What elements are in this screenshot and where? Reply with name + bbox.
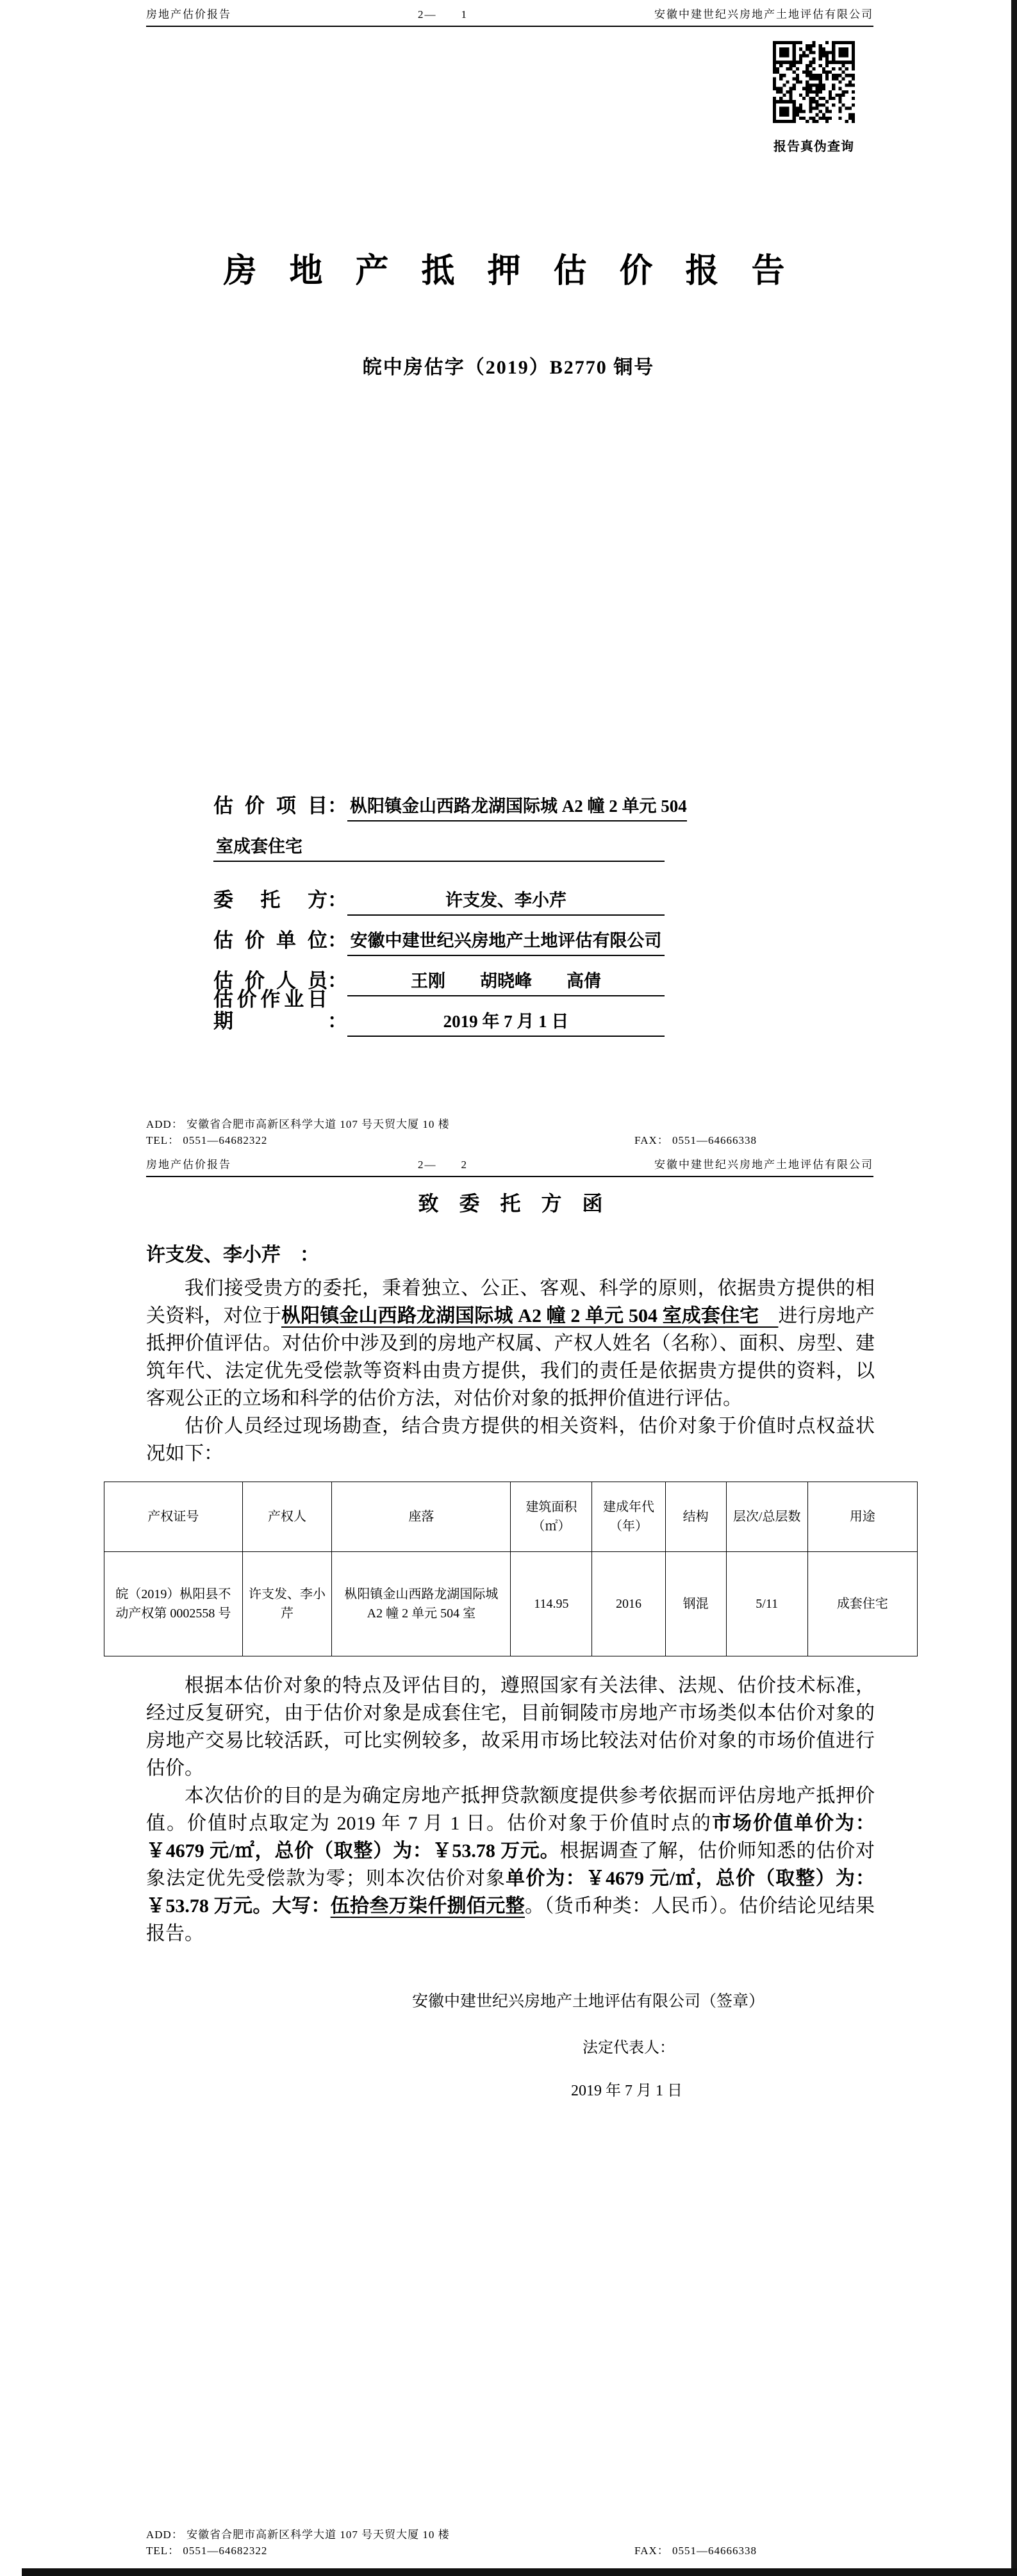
qr-code-icon	[773, 41, 855, 123]
table-header-row	[104, 1482, 918, 1552]
header-doc-title: 房地产估价报告	[146, 1159, 231, 1171]
footer-telfax	[146, 1132, 873, 1148]
cell-floor-area: 114.95	[511, 1552, 592, 1656]
field-client-value: 许支发、李小芹	[347, 891, 665, 916]
footer-fax: FAX： 0551—64666338	[634, 1134, 757, 1146]
field-colon: ：	[327, 888, 347, 911]
market-unit-price: 市场价值单价为：￥4679 元/㎡，总价（取整）为：￥53.78 万元。	[146, 1813, 875, 1862]
field-work-date-label: 估价作业日期	[213, 987, 327, 1032]
cell-location: 枞阳镇金山西路龙湖国际城 A2 幢 2 单元 504 室	[332, 1552, 511, 1656]
cell-certificate-no: 皖（2019）枞阳县不动产权第 0002558 号	[104, 1552, 243, 1656]
table-row	[104, 1552, 918, 1656]
col-location: 座落	[332, 1482, 511, 1552]
header-company-name: 安徽中建世纪兴房地产土地评估有限公司	[654, 8, 873, 21]
amount-in-words: 伍拾叁万柒仟捌佰元整	[330, 1895, 525, 1917]
cell-structure: 钢混	[665, 1552, 726, 1656]
para4-text-a: 本次估价的目的是为确定房地产抵押贷款额度提供参考依据而评估房地产抵押价值。价值时点取定为 2019 年 7 月 1 日。估价对象于价值时点的	[146, 1785, 875, 1834]
field-client	[213, 886, 665, 916]
field-client-label: 委 托 方	[213, 888, 327, 911]
document-number: 皖中房估字（2019）B2770 铜号	[362, 357, 655, 378]
col-owner: 产权人	[242, 1482, 332, 1552]
letter-title: 致 委 托 方 函	[418, 1192, 603, 1215]
footer-tel: TEL： 0551—64682322	[146, 1134, 268, 1146]
col-certificate-no: 产权证号	[104, 1482, 243, 1552]
signature-legal-rep: 法定代表人：	[583, 2040, 675, 2056]
cell-owner: 许支发、李小芹	[242, 1552, 332, 1656]
cell-year-built: 2016	[592, 1552, 665, 1656]
property-rights-table	[104, 1482, 918, 1656]
cover-fields	[213, 792, 687, 1048]
cell-use: 成套住宅	[807, 1552, 917, 1656]
field-project-continuation	[213, 832, 665, 862]
col-floor-level: 层次/总层数	[726, 1482, 807, 1552]
cell-floor-level: 5/11	[726, 1552, 807, 1656]
field-staff-value: 王刚 胡晓峰 高倩	[347, 971, 665, 996]
header-company-name: 安徽中建世纪兴房地产土地评估有限公司	[654, 1159, 873, 1171]
report-page-1	[0, 0, 1017, 1150]
header-doc-title: 房地产估价报告	[146, 8, 231, 21]
subject-property-name: 枞阳镇金山西路龙湖国际城 A2 幢 2 单元 504 室成套住宅	[281, 1305, 779, 1326]
footer-fax: FAX： 0551—64666338	[634, 2545, 757, 2557]
header-page-number: 2— 2	[418, 1159, 468, 1171]
signature-company: 安徽中建世纪兴房地产土地评估有限公司（签章）	[411, 1993, 765, 2010]
scan-edge-right	[1011, 0, 1017, 2576]
field-staff-label: 估 价 人 员	[213, 969, 327, 992]
para1-text-b: 进行房地产抵押价值评估。对估价中涉及到的房地产权属、产权人姓名（名称）、面积、房型、建筑年代、法定优先受偿款等资料由贵方提供，我们的责任是依据贵方提供的资料，以客观公正的立场和科学的估价方法，对估价对象的抵押价值进行评估。	[146, 1305, 875, 1409]
field-agency-label: 估 价 单 位	[213, 929, 327, 952]
scan-edge-bottom	[22, 2568, 1017, 2576]
para1-text-a: 我们接受贵方的委托，秉着独立、公正、客观、科学的原则，依据贵方提供的相关资料，对位于	[146, 1278, 875, 1326]
appraised-price: 单价为：￥4679 元/㎡，总价（取整）为：￥53.78 万元。大写：	[146, 1868, 875, 1917]
signature-date: 2019 年 7 月 1 日	[571, 2083, 682, 2099]
field-colon: ：	[327, 794, 347, 817]
col-year-built: 建成年代（年）	[592, 1482, 665, 1552]
field-agency	[213, 927, 665, 956]
page-footer	[146, 1116, 873, 1148]
page-header	[146, 5, 873, 27]
para4-text-c: 。（货币种类：人民币）。估价结论见结果报告。	[146, 1895, 875, 1944]
field-work-date	[213, 987, 665, 1037]
report-title: 房 地 产 抵 押 估 价 报 告	[223, 253, 794, 290]
letter-paragraph-2: 估价人员经过现场勘查，结合贵方提供的相关资料，估价对象于价值时点权益状况如下：	[146, 1416, 875, 1464]
footer-tel: TEL： 0551—64682322	[146, 2545, 268, 2557]
col-structure: 结构	[665, 1482, 726, 1552]
para4-text-b: 根据调查了解，估价师知悉的估价对象法定优先受偿款为零；则本次估价对象	[146, 1840, 875, 1889]
letter-content	[115, 1184, 888, 2100]
field-colon: ：	[327, 929, 347, 952]
field-agency-value: 安徽中建世纪兴房地产土地评估有限公司	[347, 931, 665, 956]
letter-paragraph-1	[146, 1275, 875, 1412]
field-project-value: 枞阳镇金山西路龙湖国际城 A2 幢 2 单元 504	[347, 797, 687, 822]
letter-paragraph-4	[146, 1782, 875, 1947]
header-page-number: 2— 1	[418, 8, 468, 21]
letter-salutation: 许支发、李小芹 ：	[146, 1244, 319, 1266]
page-footer	[146, 2527, 873, 2559]
page-header	[146, 1155, 873, 1177]
field-project-value-line2: 室成套住宅	[213, 837, 665, 862]
field-work-date-value: 2019 年 7 月 1 日	[347, 1012, 665, 1037]
qr-verify-block	[771, 41, 857, 154]
col-use: 用途	[807, 1482, 917, 1552]
qr-caption: 报告真伪查询	[773, 140, 854, 154]
field-colon: ：	[327, 969, 347, 992]
footer-address: ADD： 安徽省合肥市高新区科学大道 107 号天贸大厦 10 楼	[146, 2529, 450, 2541]
footer-telfax	[146, 2543, 873, 2559]
footer-address: ADD： 安徽省合肥市高新区科学大道 107 号天贸大厦 10 楼	[146, 1118, 450, 1130]
field-project-label: 估 价 项 目	[213, 794, 327, 817]
letter-paragraph-3: 根据本估价对象的特点及评估目的，遵照国家有关法律、法规、估价技术标准，经过反复研究，由于估价对象是成套住宅，目前铜陵市房地产市场类似本估价对象的房地产交易比较活跃，可比实例较多，故采用市场比较法对估价对象的市场价值进行估价。	[146, 1675, 875, 1779]
field-project	[213, 792, 687, 822]
field-colon: ：	[327, 1009, 347, 1032]
report-page-2	[0, 1150, 1017, 2576]
col-floor-area: 建筑面积（㎡）	[511, 1482, 592, 1552]
